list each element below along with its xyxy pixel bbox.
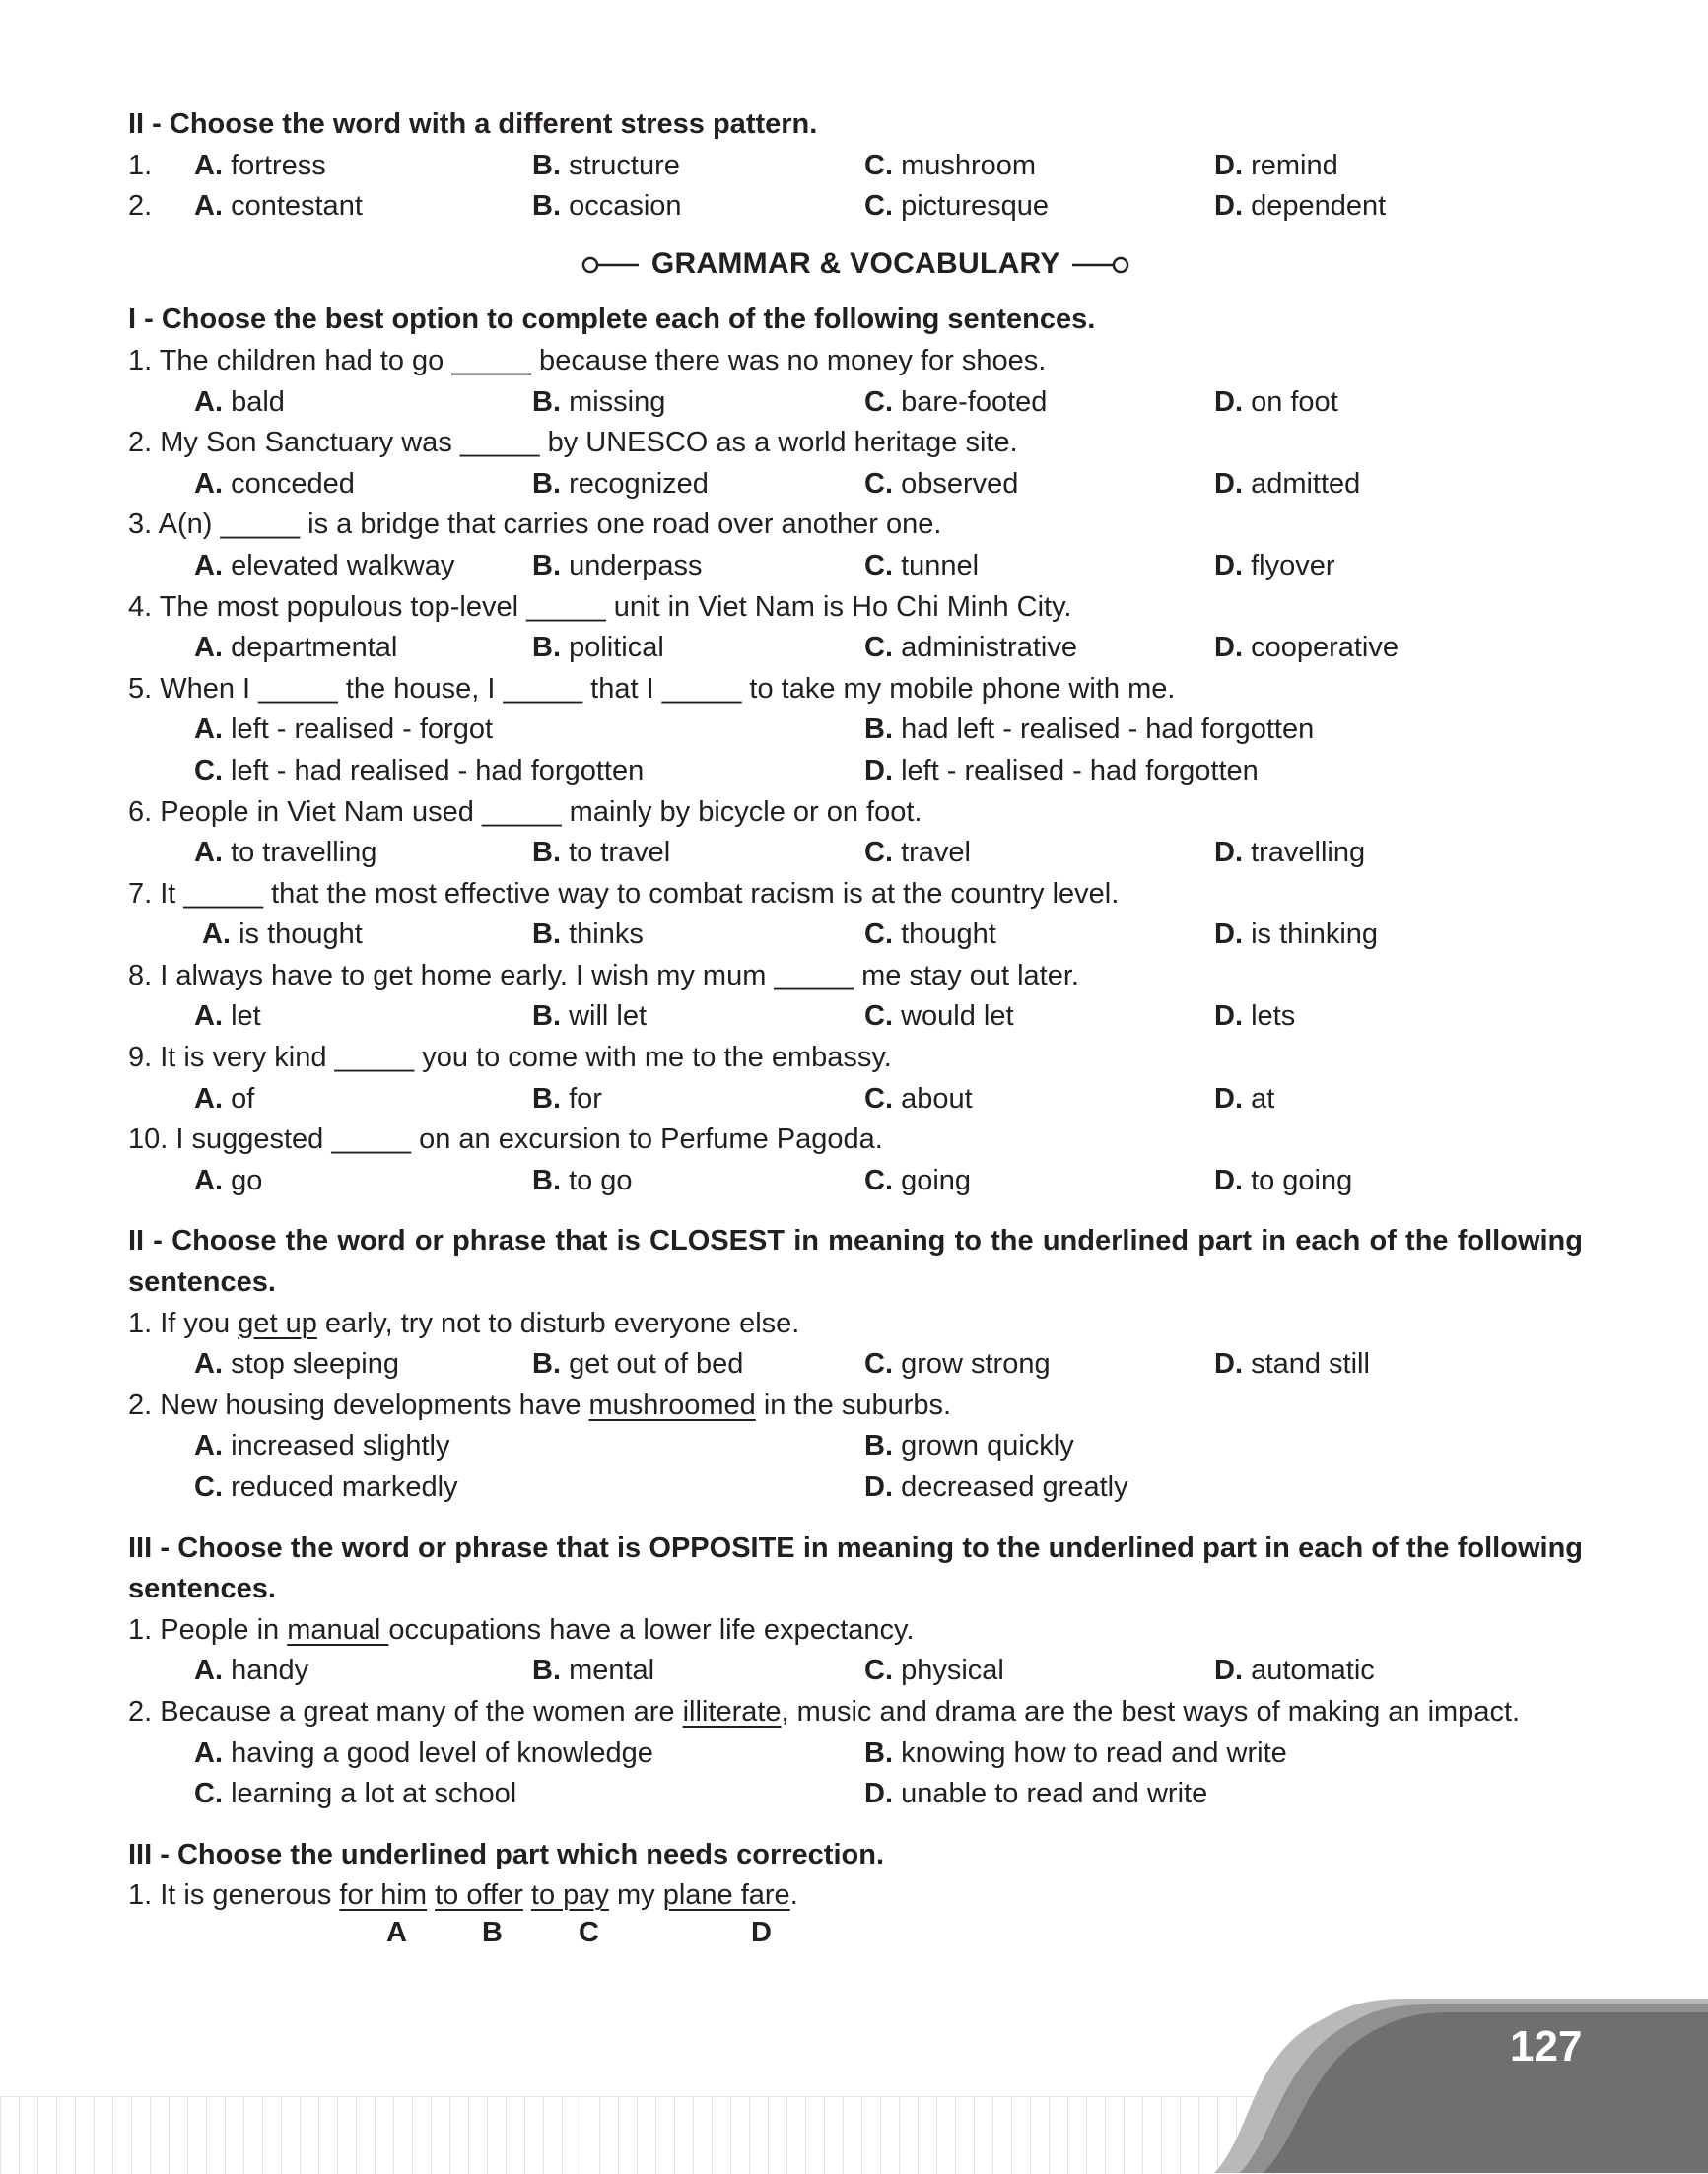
underlined-part-a: for him <box>339 1879 428 1912</box>
question-options <box>128 1344 1583 1386</box>
section-heading-part1: I - Choose the best option to complete each of the following sentences. <box>128 304 1096 336</box>
question-text: 5. When I _____ the house, I _____ that I _____ to take my mobile phone with me. <box>128 672 1176 705</box>
option-d: D. admitted <box>1214 467 1361 500</box>
underlined-phrase: illiterate <box>682 1695 782 1728</box>
question-options <box>128 710 1583 751</box>
option-d: D. unable to read and write <box>864 1778 1208 1810</box>
option-a: A. contestant <box>194 190 363 223</box>
underlined-phrase: manual <box>287 1613 389 1646</box>
question-options <box>128 1733 1583 1775</box>
option-c: C. left - had realised - had forgotten <box>194 754 645 786</box>
option-b: B. political <box>532 632 664 664</box>
question-options <box>128 1467 1583 1509</box>
option-a: A. is thought <box>202 918 363 951</box>
option-c: C. thought <box>864 918 996 951</box>
option-a: A. go <box>194 1164 263 1196</box>
letter-c: C <box>579 1916 599 1948</box>
question-text: 1. It is generous for him to offer to pay my plane fare. <box>128 1879 798 1912</box>
option-d: D. stand still <box>1214 1348 1370 1381</box>
option-c: C. going <box>864 1164 972 1196</box>
question-text: 2. New housing developments have mushroomed in the suburbs. <box>128 1389 952 1421</box>
section-banner <box>128 243 1583 285</box>
option-a: A. handy <box>194 1655 309 1687</box>
option-d: D. left - realised - had forgotten <box>864 754 1259 786</box>
banner-right-ornament-icon <box>1068 255 1129 275</box>
question-text: 7. It _____ that the most effective way to combat racism is at the country level. <box>128 877 1120 910</box>
option-c: C. physical <box>864 1655 1004 1687</box>
option-b: B. recognized <box>532 467 709 500</box>
question-options <box>128 1161 1583 1202</box>
underlined-phrase: mushroomed <box>588 1389 756 1421</box>
letter-d: D <box>751 1916 772 1948</box>
option-c: C. administrative <box>864 632 1077 664</box>
option-a: A. increased slightly <box>194 1430 450 1462</box>
option-b: B. mental <box>532 1655 655 1687</box>
page-content <box>128 104 1583 1958</box>
option-a: A. to travelling <box>194 837 377 869</box>
underlined-part-c: to pay <box>530 1879 609 1912</box>
option-a: A. having a good level of knowledge <box>194 1736 653 1769</box>
question-options <box>128 1079 1583 1121</box>
option-b: B. to travel <box>532 837 671 869</box>
question-options <box>128 915 1583 956</box>
banner-left-ornament-icon <box>581 255 643 275</box>
stress-question-2: 2. A. contestant B. occasion C. picturesque D. dependent <box>128 186 1583 228</box>
option-a: A. of <box>194 1082 255 1115</box>
option-c: C. travel <box>864 837 971 869</box>
option-a: A. bald <box>194 385 285 418</box>
question-options <box>128 751 1583 792</box>
option-d: D. automatic <box>1214 1655 1375 1687</box>
question-options <box>128 1774 1583 1815</box>
question-text: 4. The most populous top-level _____ unit in Viet Nam is Ho Chi Minh City. <box>128 590 1072 623</box>
answer-letters <box>128 1917 1583 1958</box>
underlined-part-b: to offer <box>435 1879 523 1912</box>
option-c: C. picturesque <box>864 190 1049 223</box>
question-text: 10. I suggested _____ on an excursion to Perfume Pagoda. <box>128 1123 883 1156</box>
option-c: C. tunnel <box>864 549 980 581</box>
section-heading-stress: II - Choose the word with a different stress pattern. <box>128 108 818 140</box>
question-options <box>128 833 1583 874</box>
underlined-phrase: get up <box>238 1307 317 1339</box>
option-b: B. to go <box>532 1164 633 1196</box>
question-options <box>128 628 1583 669</box>
question-options <box>128 464 1583 506</box>
question-text: 9. It is very kind _____ you to come with me to the embassy. <box>128 1042 892 1074</box>
question-options <box>128 1651 1583 1692</box>
option-c: C. about <box>864 1082 973 1115</box>
option-d: D. dependent <box>1214 190 1387 223</box>
page-corner-tab <box>1212 1996 1708 2173</box>
option-c: C. observed <box>864 467 1019 500</box>
footer-stripes <box>0 2096 1281 2174</box>
option-b: B. occasion <box>532 190 682 223</box>
question-text: 2. Because a great many of the women are illiterate, music and drama are the best ways of making an impact. <box>128 1695 1521 1728</box>
question-text: 1. The children had to go _____ because there was no money for shoes. <box>128 344 1047 376</box>
question-options <box>128 1426 1583 1467</box>
letter-a: A <box>386 1916 407 1948</box>
page-number: 127 <box>1510 2022 1583 2071</box>
question-options <box>128 996 1583 1038</box>
question-text: 1. People in manual occupations have a lower life expectancy. <box>128 1613 915 1646</box>
option-a: A. stop sleeping <box>194 1348 399 1381</box>
underlined-part-d: plane fare <box>662 1879 790 1912</box>
letter-b: B <box>482 1916 503 1948</box>
question-text: 1. If you get up early, try not to disturb everyone else. <box>128 1307 800 1339</box>
question-text: 8. I always have to get home early. I wish my mum _____ me stay out later. <box>128 959 1079 991</box>
stress-question-1: 1. A. fortress B. structure C. mushroom D. remind <box>128 146 1583 187</box>
question-options <box>128 382 1583 424</box>
option-a: A. conceded <box>194 467 355 500</box>
option-a: A. left - realised - forgot <box>194 713 494 746</box>
option-b: B. get out of bed <box>532 1348 744 1381</box>
question-options <box>128 546 1583 587</box>
option-b: B. underpass <box>532 549 703 581</box>
question-text: 6. People in Viet Nam used _____ mainly by bicycle or on foot. <box>128 795 922 828</box>
option-a: A. fortress <box>194 149 326 181</box>
question-text: 3. A(n) _____ is a bridge that carries one road over another one. <box>128 509 942 541</box>
option-b: B. thinks <box>532 918 644 951</box>
option-b: B. knowing how to read and write <box>864 1736 1287 1769</box>
option-a: A. let <box>194 1000 261 1033</box>
option-b: B. grown quickly <box>864 1430 1074 1462</box>
option-d: D. lets <box>1214 1000 1296 1033</box>
option-c: C. grow strong <box>864 1348 1051 1381</box>
option-b: B. had left - realised - had forgotten <box>864 713 1315 746</box>
option-d: D. to going <box>1214 1164 1353 1196</box>
option-d: D. cooperative <box>1214 632 1399 664</box>
option-c: C. mushroom <box>864 149 1037 181</box>
option-c: C. bare-footed <box>864 385 1048 418</box>
option-d: D. is thinking <box>1214 918 1379 951</box>
option-a: A. departmental <box>194 632 398 664</box>
option-b: B. structure <box>532 149 680 181</box>
section-heading-part3: III - Choose the word or phrase that is OPPOSITE in meaning to the underlined part in each of the following sentences. <box>128 1531 1583 1605</box>
option-d: D. on foot <box>1214 385 1338 418</box>
option-d: D. flyover <box>1214 549 1335 581</box>
option-c: C. learning a lot at school <box>194 1778 517 1810</box>
option-b: B. missing <box>532 385 666 418</box>
option-d: D. travelling <box>1214 837 1366 869</box>
option-b: B. will let <box>532 1000 648 1033</box>
option-d: D. remind <box>1214 149 1338 181</box>
option-a: A. elevated walkway <box>194 549 455 581</box>
question-text: 2. My Son Sanctuary was _____ by UNESCO as a world heritage site. <box>128 427 1018 459</box>
option-d: D. at <box>1214 1082 1275 1115</box>
option-c: C. reduced markedly <box>194 1471 458 1503</box>
option-b: B. for <box>532 1082 602 1115</box>
banner-title: GRAMMAR & VOCABULARY <box>650 246 1060 280</box>
option-c: C. would let <box>864 1000 1014 1033</box>
option-d: D. decreased greatly <box>864 1471 1128 1503</box>
section-heading-error-correction: III - Choose the underlined part which needs correction. <box>128 1838 884 1870</box>
section-heading-part2: II - Choose the word or phrase that is CLOSEST in meaning to the underlined part in each of the following sentences. <box>128 1225 1583 1299</box>
